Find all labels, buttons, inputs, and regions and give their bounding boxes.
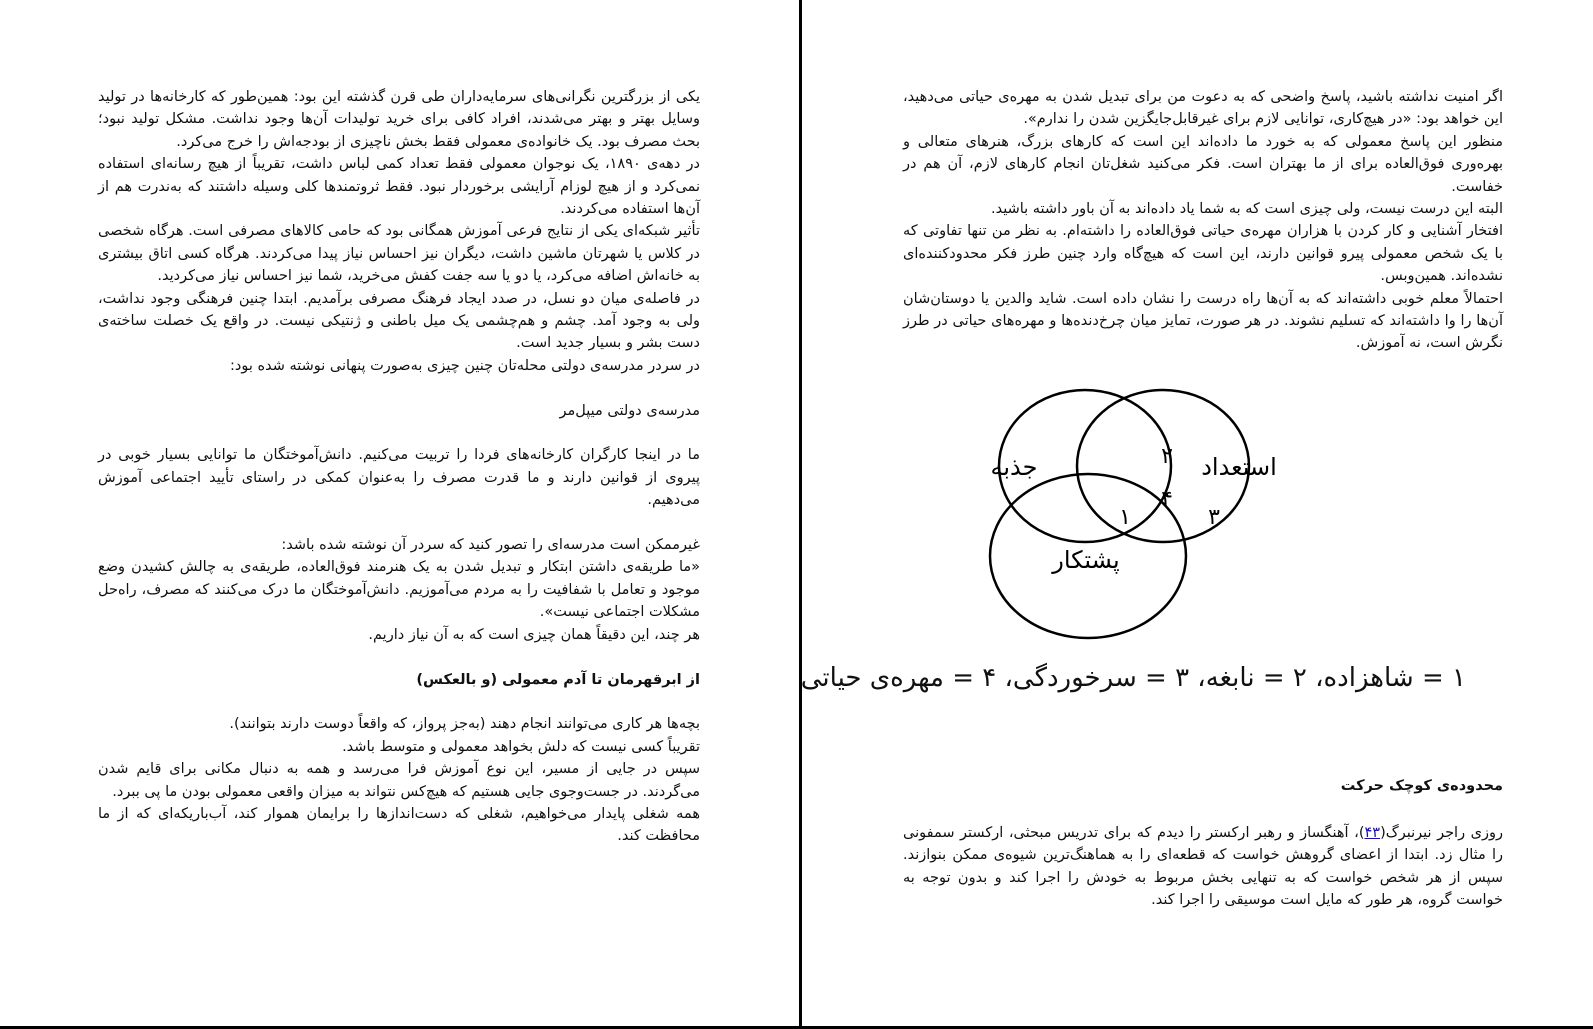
venn-caption: ۱ = شاهزاده، ۲ = نابغه، ۳ = سرخوردگی، ۴ = مهره‌ی حیاتی — [800, 663, 1466, 693]
section-heading: از ابرقهرمان تا آدم معمولی (و بالعکس) — [416, 671, 700, 688]
paragraph: تقریباً کسی نیست که دلش بخواهد معمولی و متوسط باشد. — [342, 738, 700, 755]
page-spine-divider — [799, 0, 802, 1027]
paragraph: بچه‌ها هر کاری می‌توانند انجام دهند (به‌جز پرواز، که واقعاً دوست دارند بتوانند). — [229, 716, 700, 733]
paragraph: البته این درست نیست، ولی چیزی است که به شما یاد داده‌اند به آن باور داشته باشید. — [990, 201, 1503, 218]
school-motto: ما در اینجا کارگران کارخانه‌های فردا را تربیت می‌کنیم. دانش‌آموختگان ما توانایی بسیار خوبی در پیروی از قوانین دارند و ما قدرت مصرف را به‌عنوان کمکی در راستای تأیید اجتماعی آموزش می‌دهیم. — [98, 447, 700, 509]
right-page-text-2 — [903, 822, 1503, 912]
venn-number-2: ۲ — [1161, 444, 1173, 469]
paragraph: همه شغلی پایدار می‌خواهیم، شغلی که دست‌اندازها را برایمان هموار کند، آب‌باریکه‌ای که از ما محافظت کند. — [98, 805, 700, 845]
paragraph: افتخار آشنایی و کار کردن با هزاران مهره‌ی حیاتی فوق‌العاده را داشته‌ام. به نظر من تنها تفاوتی که با یک شخص معمولی پیرو قوانین دارند، این است که هیچ‌گاه وارد چنین طرز فکر محدودکننده‌ای نشده‌اند. همین‌وبس. — [903, 223, 1503, 285]
paragraph — [903, 822, 1503, 912]
left-page-text — [98, 86, 700, 848]
venn-label-talent: استعداد — [1201, 453, 1277, 481]
quote: «ما طریقه‌ی داشتن ابتکار و تبدیل شدن به یک هنرمند فوق‌العاده، طریقه‌ی به چالش کشیدن وضع موجود و تعامل با شفافیت را به مردم می‌آموزیم. دانش‌آموختگان ما درک می‌کنند که مصرف، راه‌حل مشکلات اجتماعی نیست». — [98, 559, 700, 621]
venn-label-persistence: پشتکار — [1052, 546, 1120, 574]
venn-number-3: ۳ — [1208, 505, 1220, 530]
paragraph: در فاصله‌ی میان دو نسل، در صدد ایجاد فرهنگ مصرفی برآمدیم. ابتدا چنین فرهنگی وجود نداشت، ولی به وجود آمد. چشم و هم‌چشمی یک میل باطنی و ژنتیکی نیست. در واقع یک خصلت ساخته‌ی دست بشر و بسیار جدید است. — [98, 290, 700, 352]
venn-number-4: ۴ — [1161, 487, 1173, 512]
footnote-link[interactable]: ۴۳ — [1364, 825, 1381, 841]
paragraph: غیرممکن است مدرسه‌ای را تصور کنید که سردر آن نوشته شده باشد: — [281, 537, 700, 554]
venn-number-1: ۱ — [1119, 505, 1131, 530]
paragraph: در سردر مدرسه‌ی دولتی محله‌تان چنین چیزی به‌صورت پنهانی نوشته شده بود: — [230, 357, 700, 374]
paragraph-text-start: روزی راجر نیرنبرگ( — [1380, 825, 1503, 841]
paragraph: اگر امنیت نداشته باشید، پاسخ واضحی که به دعوت من برای تبدیل شدن به مهره‌ی حیاتی می‌دهید، این خواهد بود: «در هیچ‌کاری، توانایی لازم برای غیرقابل‌جایگزین شدن را ندارم». — [903, 89, 1503, 128]
paragraph-text-end: )، آهنگساز و رهبر ارکستر را دیدم که برای تدریس مبحثی، ارکستر سمفونی را مثال زد. ابتدا از اعضای گروهش خواست که قطعه‌ای را به هماهنگ‌ترین شیوه‌ی ممکن بنوازند. سپس از هر شخص خواست که به تنهایی بخش مربوط به خودش را اجرا کند و بدون توجه به خواست گروه، هر طور که مایل است موسیقی را اجرا کند. — [903, 825, 1503, 909]
paragraph: سپس در جایی از مسیر، این نوع آموزش فرا می‌رسد و همه به دنبال مکانی برای قایم شدن می‌گردند. در جست‌وجوی جایی هستیم که هیچ‌کس نتواند به میزان واقعی معمولی بودن ما پی ببرد. — [98, 761, 700, 800]
paragraph: منظور این پاسخ معمولی که به خورد ما داده‌اند این است که کارهای بزرگ، هنرهای متعالی و بهره‌وری فوق‌العاده برای از ما بهتران است. فکر می‌کنید شغل‌تان انجام کارهای لازم، آن هم در خفاست. — [903, 133, 1503, 195]
paragraph: یکی از بزرگترین نگرانی‌های سرمایه‌داران طی قرن گذشته این بود: همین‌طور که کارخانه‌ها در تولید وسایل بهتر و بهتر می‌شدند، افراد کافی برای خرید تولیدات آن‌ها وجود نداشت. مشکل تولید نبود؛ بحث مصرف بود. یک خانواده‌ی معمولی فقط بخش ناچیزی از بودجه‌اش را خرج می‌کرد. — [98, 89, 700, 150]
right-page-text — [903, 86, 1503, 355]
section-heading: محدوده‌ی کوچک حرکت — [1340, 778, 1503, 794]
venn-label-passion: جذبه — [990, 453, 1038, 481]
paragraph: تأثیر شبکه‌ای یکی از نتایج فرعی آموزش همگانی بود که حامی کالاهای مصرفی است. هرگاه شخصی در کلاس یا شهرتان ماشین داشت، دیگران نیز احساس نیاز پیدا می‌کردند. هرگاه کسی اتاق بیشتری به خانه‌اش اضافه می‌کرد، یا دو یا سه جفت کفش می‌خرید، شما نیز احساس نیاز می‌کردید. — [98, 223, 700, 285]
school-name: مدرسه‌ی دولتی میپل‌مر — [559, 402, 700, 419]
paragraph: هر چند، این دقیقاً همان چیزی است که به آن نیاز داریم. — [368, 626, 700, 643]
paragraph: احتمالاً معلم خوبی داشته‌اند که به آن‌ها راه درست را نشان داده است. شاید والدین یا دوستان‌شان آن‌ها را وا داشته‌اند که تسلیم نشوند. در هر صورت، تمایز میان چرخ‌دنده‌ها و مهره‌های حیاتی در طرز نگرش است، نه آموزش. — [903, 290, 1503, 352]
paragraph: در دهه‌ی ۱۸۹۰، یک نوجوان معمولی فقط تعداد کمی لباس داشت، تقریباً از هیچ رسانه‌ای استفاده نمی‌کرد و از هیچ لوزام آرایشی برخوردار نبود. فقط ثروتمندها کلی وسیله داشتند که به‌ندرت هم از آن‌ها استفاده می‌کردند. — [98, 156, 700, 218]
